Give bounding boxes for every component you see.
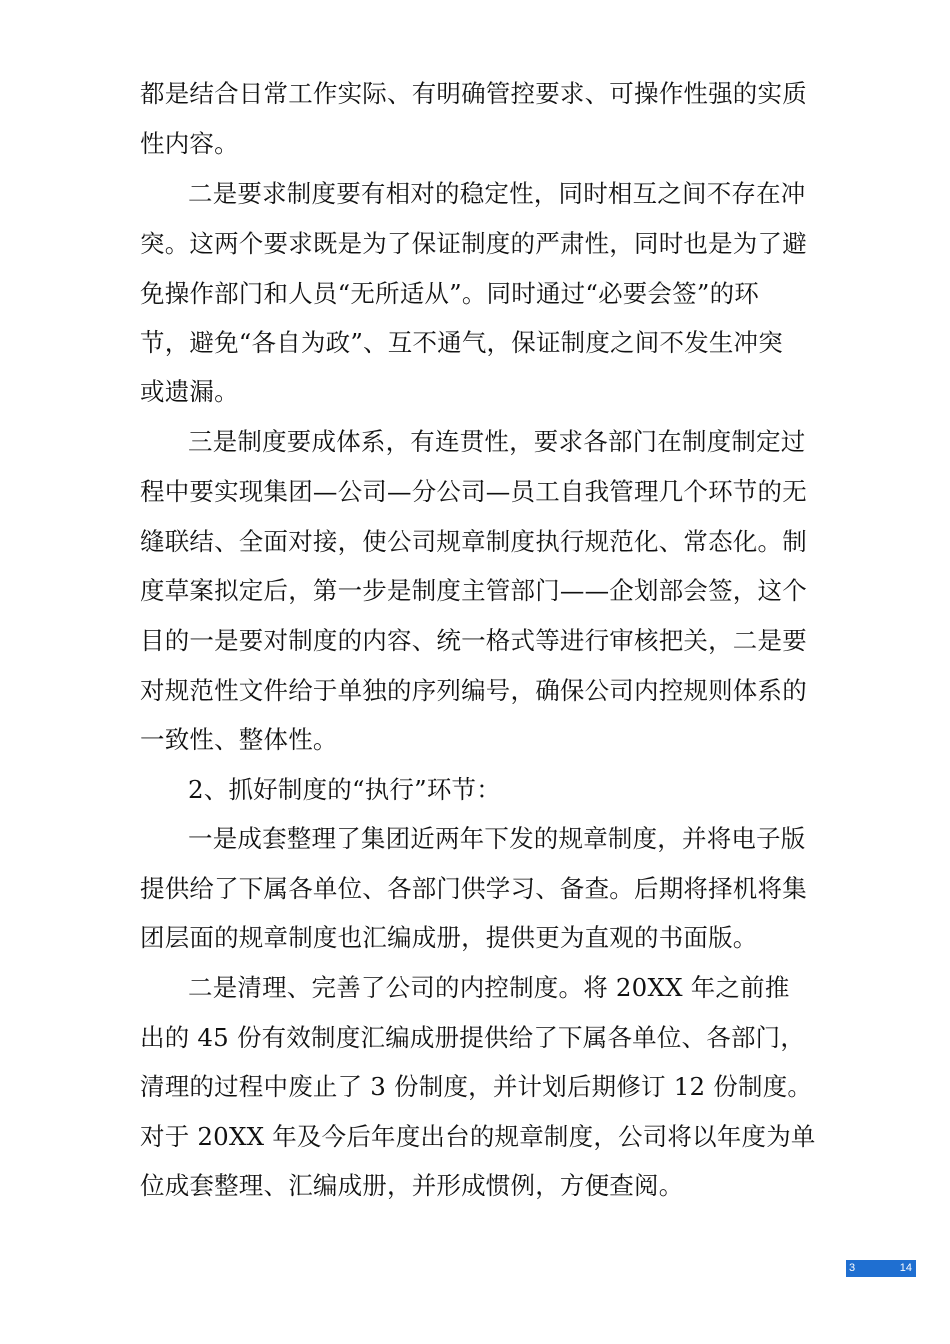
text-line: 三是制度要成体系，有连贯性，要求各部门在制度制定过 [188,427,806,456]
text-line: 二是清理、完善了公司的内控制度。将 20XX 年之前推 [188,973,790,1002]
text-line: 节，避免“各自为政”、互不通气，保证制度之间不发生冲突 [140,328,783,357]
text-line: 或遗漏。 [140,377,239,406]
text-line: 都是结合日常工作实际、有明确管控要求、可操作性强的实质 [140,79,807,108]
text-line: 突。这两个要求既是为了保证制度的严肃性，同时也是为了避 [140,229,807,258]
text-line: 程中要实现集团—公司—分公司—员工自我管理几个环节的无 [140,477,807,506]
text-line: 一是成套整理了集团近两年下发的规章制度，并将电子版 [188,824,806,853]
text-line: 清理的过程中废止了 3 份制度，并计划后期修订 12 份制度。 [140,1072,813,1101]
text-line: 团层面的规章制度也汇编成册，提供更为直观的书面版。 [140,923,758,952]
text-line: 位成套整理、汇编成册，并形成惯例，方便查阅。 [140,1171,684,1200]
text-line: 目的一是要对制度的内容、统一格式等进行审核把关，二是要 [140,626,807,655]
text-line: 二是要求制度要有相对的稳定性，同时相互之间不存在冲 [188,179,806,208]
text-line: 提供给了下属各单位、各部门供学习、备查。后期将择机将集 [140,874,807,903]
page-number-bar [846,1260,916,1277]
total-page-count: 14 [899,1262,912,1274]
text-line: 出的 45 份有效制度汇编成册提供给了下属各单位、各部门， [140,1023,806,1052]
text-line: 对规范性文件给于单独的序列编号，确保公司内控规则体系的 [140,676,807,705]
text-line: 免操作部门和人员“无所适从”。同时通过“必要会签”的环 [140,279,759,308]
text-line: 性内容。 [140,129,239,158]
text-line: 缝联结、全面对接，使公司规章制度执行规范化、常态化。制 [140,527,807,556]
text-line: 度草案拟定后，第一步是制度主管部门——企划部会签，这个 [140,576,807,605]
text-line: 一致性、整体性。 [140,725,338,754]
section-heading: 2、抓好制度的“执行”环节： [188,775,501,804]
current-page-number: 3 [849,1262,856,1274]
text-line: 对于 20XX 年及今后年度出台的规章制度，公司将以年度为单 [140,1122,816,1151]
